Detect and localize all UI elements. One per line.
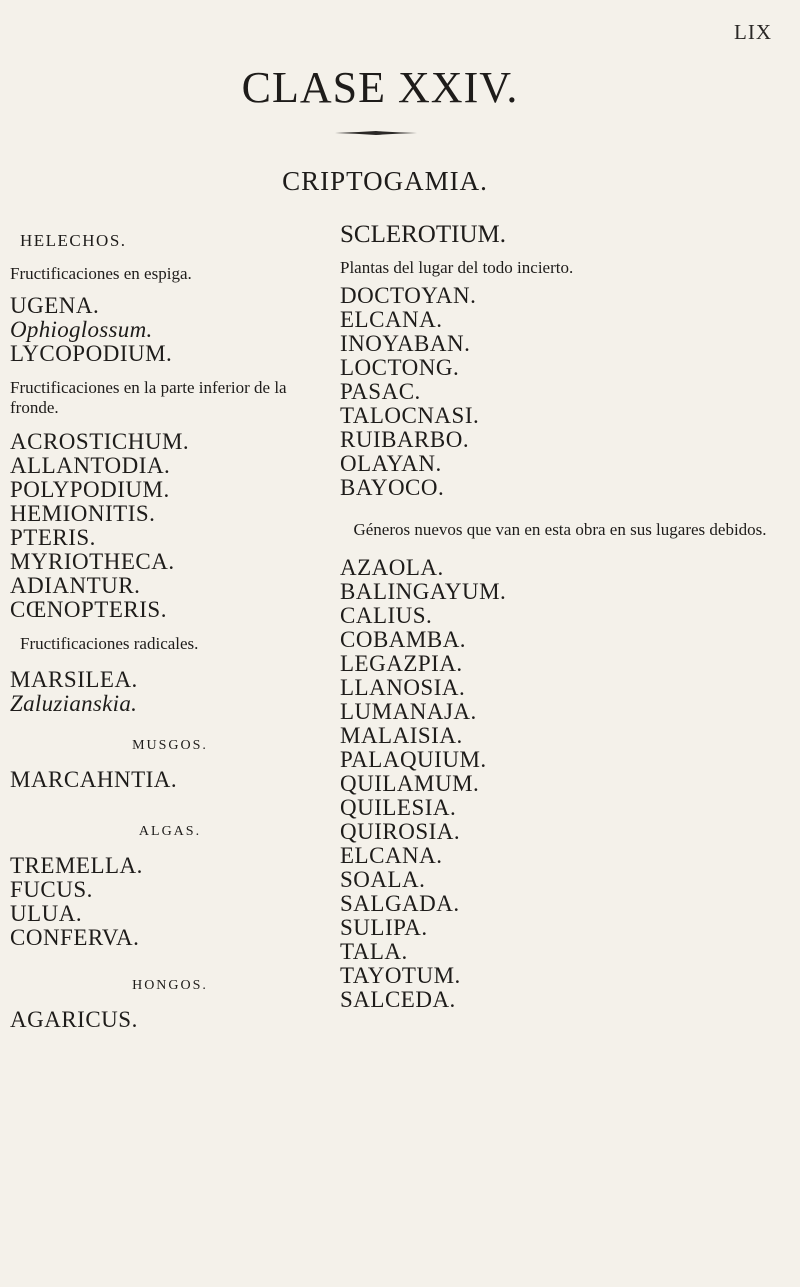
- genus-balingayum: BALINGAYUM.: [340, 579, 507, 604]
- genus-polypodium: POLYPODIUM.: [10, 477, 170, 502]
- genus-elcana: ELCANA.: [340, 307, 443, 332]
- genus-tala: TALA.: [340, 939, 408, 964]
- left-column: [10, 228, 330, 1032]
- incierto-note: Plantas del lugar del todo incierto.: [340, 258, 574, 277]
- genus-pasac: PASAC.: [340, 379, 421, 404]
- hongos-heading: HONGOS.: [132, 978, 208, 993]
- genus-tayotum: TAYOTUM.: [340, 963, 461, 988]
- genus-adiantur: ADIANTUR.: [10, 573, 141, 598]
- genus-cobamba: COBAMBA.: [340, 627, 467, 652]
- genus-conferva: CONFERVA.: [10, 925, 140, 950]
- genus-bayoco: BAYOCO.: [340, 475, 445, 500]
- genus-coenopteris: CŒNOPTERIS.: [10, 597, 167, 622]
- genus-quilamum: QUILAMUM.: [340, 771, 480, 796]
- genus-ulua: ULUA.: [10, 901, 83, 926]
- genus-llanosia: LLANOSIA.: [340, 675, 466, 700]
- genus-marsilea: MARSILEA.: [10, 667, 138, 692]
- genus-soala: SOALA.: [340, 867, 426, 892]
- genus-inoyaban: INOYABAN.: [340, 331, 471, 356]
- genus-quilesia: QUILESIA.: [340, 795, 457, 820]
- genus-hemionitis: HEMIONITIS.: [10, 501, 156, 526]
- fronde-note: Fructificaciones en la parte inferior de la fronde.: [10, 378, 287, 417]
- genus-sulipa: SULIPA.: [340, 915, 428, 940]
- espiga-note: Fructificaciones en espiga.: [10, 264, 192, 283]
- genus-pteris: PTERIS.: [10, 525, 96, 550]
- helechos-heading: HELECHOS.: [20, 231, 127, 250]
- genus-acrostichum: ACROSTICHUM.: [10, 429, 190, 454]
- genus-olayan: OLAYAN.: [340, 451, 442, 476]
- genus-quirosia: QUIROSIA.: [340, 819, 461, 844]
- genus-ophioglossum: Ophioglossum.: [10, 317, 153, 342]
- genus-zaluzianskia: Zaluzianskia.: [10, 691, 138, 716]
- genus-azaola: AZAOLA.: [340, 555, 444, 580]
- genus-malaisia: MALAISIA.: [340, 723, 463, 748]
- genus-talocnasi: TALOCNASI.: [340, 403, 480, 428]
- genus-palaquium: PALAQUIUM.: [340, 747, 487, 772]
- genus-ugena: UGENA.: [10, 293, 100, 318]
- genus-agaricus: AGARICUS.: [10, 1007, 138, 1032]
- class-title: CLASE XXIV.: [241, 63, 519, 112]
- genus-marcahntia: MARCAHNTIA.: [10, 767, 178, 792]
- genus-salgada: SALGADA.: [340, 891, 460, 916]
- genus-tremella: TREMELLA.: [10, 853, 143, 878]
- sclerotium-heading: SCLEROTIUM.: [340, 221, 506, 248]
- genus-elcana-2: ELCANA.: [340, 843, 443, 868]
- musgos-heading: MUSGOS.: [132, 738, 208, 753]
- ornament-rule: [335, 130, 417, 136]
- genus-allantodia: ALLANTODIA.: [10, 453, 171, 478]
- genus-salceda: SALCEDA.: [340, 987, 456, 1012]
- page-number: LIX: [734, 20, 772, 44]
- radicales-note: Fructificaciones radicales.: [20, 634, 199, 653]
- right-column: [340, 220, 800, 1012]
- algas-heading: ALGAS.: [138, 824, 202, 839]
- genus-loctong: LOCTONG.: [340, 355, 460, 380]
- nuevos-note: Géneros nuevos que van en esta obra en sus lugares debidos.: [353, 520, 767, 539]
- genus-ruibarbo: RUIBARBO.: [340, 427, 470, 452]
- genus-calius: CALIUS.: [340, 603, 433, 628]
- genus-lycopodium: LYCOPODIUM.: [10, 341, 173, 366]
- genus-myriotheca: MYRIOTHECA.: [10, 549, 175, 574]
- genus-doctoyan: DOCTOYAN.: [340, 283, 477, 308]
- genus-lumanaja: LUMANAJA.: [340, 699, 477, 724]
- genus-legazpia: LEGAZPIA.: [340, 651, 463, 676]
- section-title: CRIPTOGAMIA.: [282, 166, 488, 196]
- genus-fucus: FUCUS.: [10, 877, 93, 902]
